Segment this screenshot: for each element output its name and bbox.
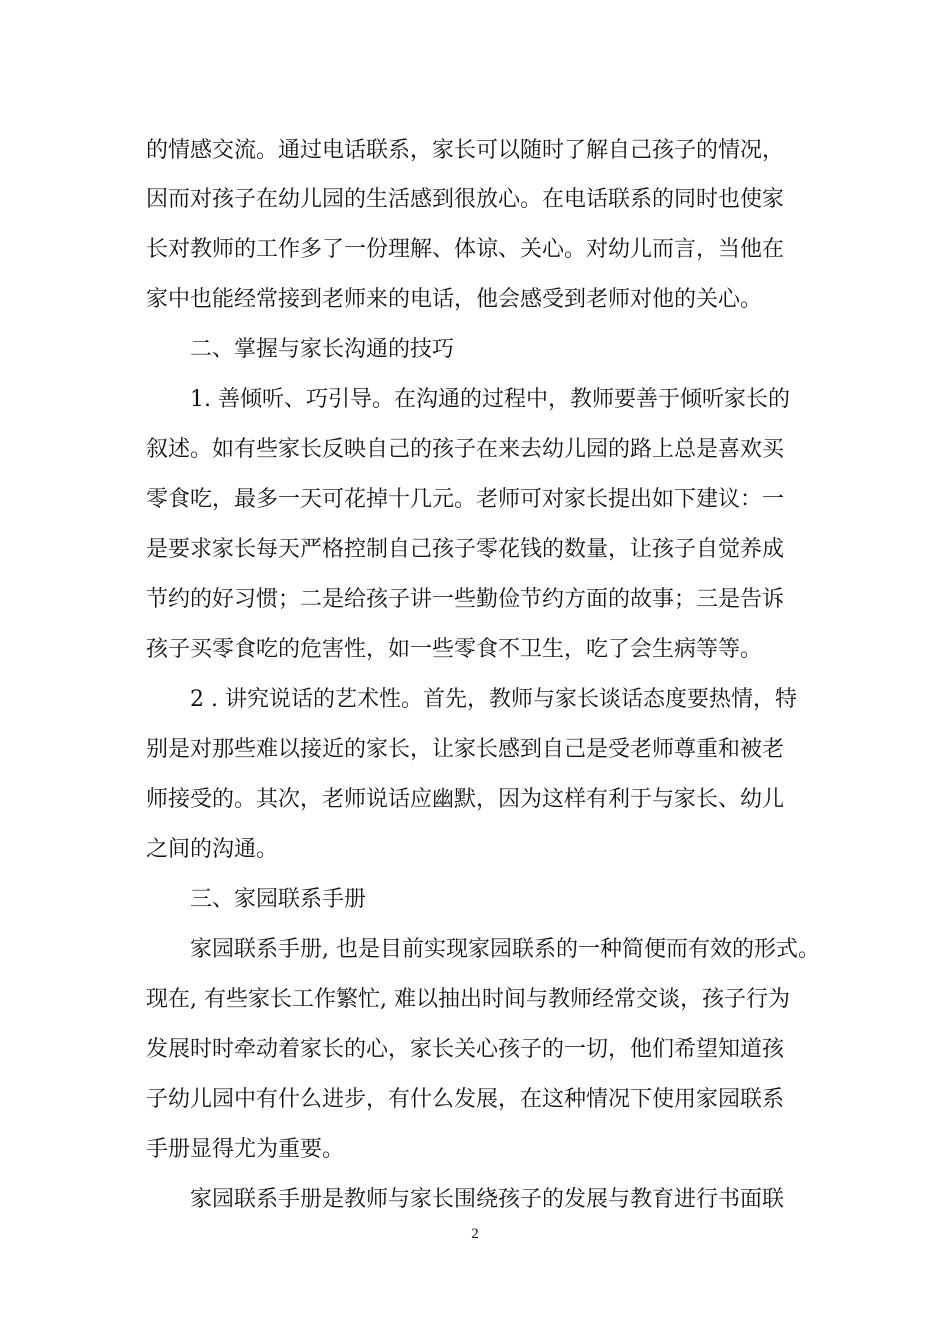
body-text-line: 家园联系手册是教师与家长围绕孩子的发展与教育进行书面联 bbox=[190, 1187, 785, 1212]
section-heading: 三、家园联系手册 bbox=[190, 887, 367, 912]
body-text-line: 长对教师的工作多了一份理解、体谅、关心。对幼儿而言，当他在 bbox=[146, 237, 785, 262]
body-text-line: 别是对那些难以接近的家长，让家长感到自己是受老师尊重和被老 bbox=[146, 737, 785, 762]
body-text-line: 之间的沟通。 bbox=[146, 837, 279, 862]
body-text-line: 叙述。如有些家长反映自己的孩子在来去幼儿园的路上总是喜欢买 bbox=[146, 437, 785, 462]
body-text-line: 子幼儿园中有什么进步，有什么发展，在这种情况下使用家园联系 bbox=[146, 1087, 785, 1112]
body-text-line: 手册显得尤为重要。 bbox=[146, 1137, 345, 1162]
body-text-line: 发展时时牵动着家长的心，家长关心孩子的一切，他们希望知道孩 bbox=[146, 1037, 785, 1062]
body-text-line: 2 . 讲究说话的艺术性。首先，教师与家长谈话态度要热情，特 bbox=[190, 687, 797, 712]
body-text-line: 师接受的。其次，老师说话应幽默，因为这样有利于与家长、幼儿 bbox=[146, 787, 785, 812]
body-text-line: 家中也能经常接到老师来的电话，他会感受到老师对他的关心。 bbox=[146, 287, 763, 312]
section-heading: 二、掌握与家长沟通的技巧 bbox=[190, 337, 455, 362]
page-number: 2 bbox=[471, 1226, 479, 1242]
body-text-line: 孩子买零食吃的危害性，如一些零食不卫生，吃了会生病等等。 bbox=[146, 637, 763, 662]
body-text-line: 因而对孩子在幼儿园的生活感到很放心。在电话联系的同时也使家 bbox=[146, 187, 785, 212]
body-text-line: 的情感交流。通过电话联系，家长可以随时了解自己孩子的情况， bbox=[146, 138, 785, 163]
body-text-line: 是要求家长每天严格控制自己孩子零花钱的数量，让孩子自觉养成 bbox=[146, 537, 785, 562]
body-text-line: 节约的好习惯；二是给孩子讲一些勤俭节约方面的故事；三是告诉 bbox=[146, 587, 785, 612]
body-text-line: 家园联系手册, 也是目前实现家园联系的一种简便而有效的形式。 bbox=[190, 937, 820, 962]
body-text-line: 现在, 有些家长工作繁忙, 难以抽出时间与教师经常交谈，孩子行为 bbox=[146, 987, 790, 1012]
body-text-line: 零食吃，最多一天可花掉十几元。老师可对家长提出如下建议：一 bbox=[146, 487, 785, 512]
body-text-line: 1. 善倾听、巧引导。在沟通的过程中，教师要善于倾听家长的 bbox=[190, 387, 790, 412]
